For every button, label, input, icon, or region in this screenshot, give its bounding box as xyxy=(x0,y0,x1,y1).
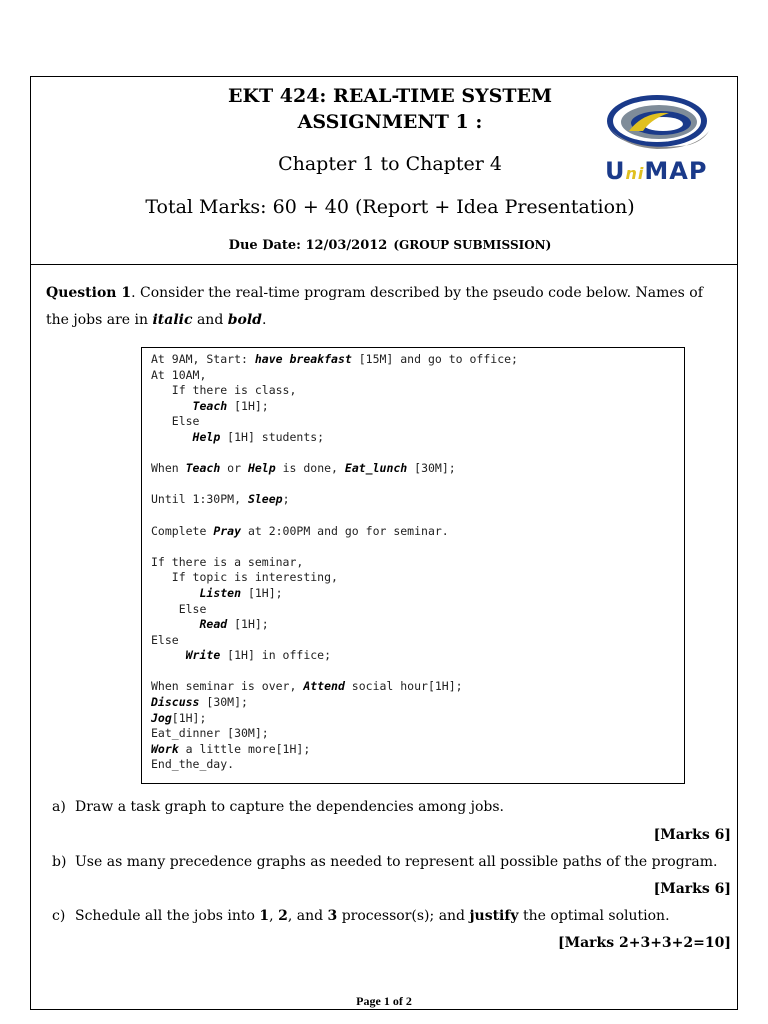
page-frame xyxy=(30,76,738,1010)
part-a-marks: [Marks 6] xyxy=(653,827,731,843)
logo-emblem-icon xyxy=(599,91,715,157)
pseudo-code-box xyxy=(141,347,685,784)
part-b-marks: [Marks 6] xyxy=(653,881,731,897)
total-marks: Total Marks: 60 + 40 (Report + Idea Presentation) xyxy=(145,196,635,218)
assignment-title: ASSIGNMENT 1 : xyxy=(297,111,483,133)
due-date-line xyxy=(31,238,749,253)
part-a: a) Draw a task graph to capture the dependencies among jobs. xyxy=(52,799,504,815)
logo-wordmark: UniMAP xyxy=(605,157,708,185)
part-c-marks: [Marks 2+3+3+2=10] xyxy=(557,935,731,951)
due-date: Due Date: 12/03/2012 xyxy=(228,238,388,253)
chapter-range: Chapter 1 to Chapter 4 xyxy=(278,153,502,175)
pseudo-code: At 9AM, Start: have breakfast [15M] and go to office; At 10AM, If there is class, Teach [1H]; Else Help [1H] students; When Teach or Help is done, Eat_lunch [30M]; Until 1:30PM, Sleep; Complete Pray at 2:00PM and go for seminar. If there is a seminar, If topic is interesting, Listen [1H]; Else Read [1H]; Else Write [1H] in office; When seminar is over, Attend social hour[1H]; Discuss [30M]; Jog[1H]; Eat_dinner [30M]; Work a little more[1H]; End_the_day. xyxy=(151,352,518,772)
unimap-logo xyxy=(599,91,715,187)
course-title: EKT 424: REAL-TIME SYSTEM xyxy=(228,85,552,107)
header-box xyxy=(31,77,737,265)
question-label: Question 1 xyxy=(46,285,132,301)
part-c: c) Schedule all the jobs into 1, 2, and 3 processor(s); and justify the optimal solution. xyxy=(52,908,670,924)
question-1-intro: Question 1. Consider the real-time program described by the pseudo code below. Names of the jobs are in italic and bold. xyxy=(46,285,703,328)
page-number: Page 1 of 2 xyxy=(356,994,412,1008)
submission-type: (GROUP SUBMISSION) xyxy=(393,238,552,252)
part-b: b) Use as many precedence graphs as needed to represent all possible paths of the program. xyxy=(52,854,718,870)
